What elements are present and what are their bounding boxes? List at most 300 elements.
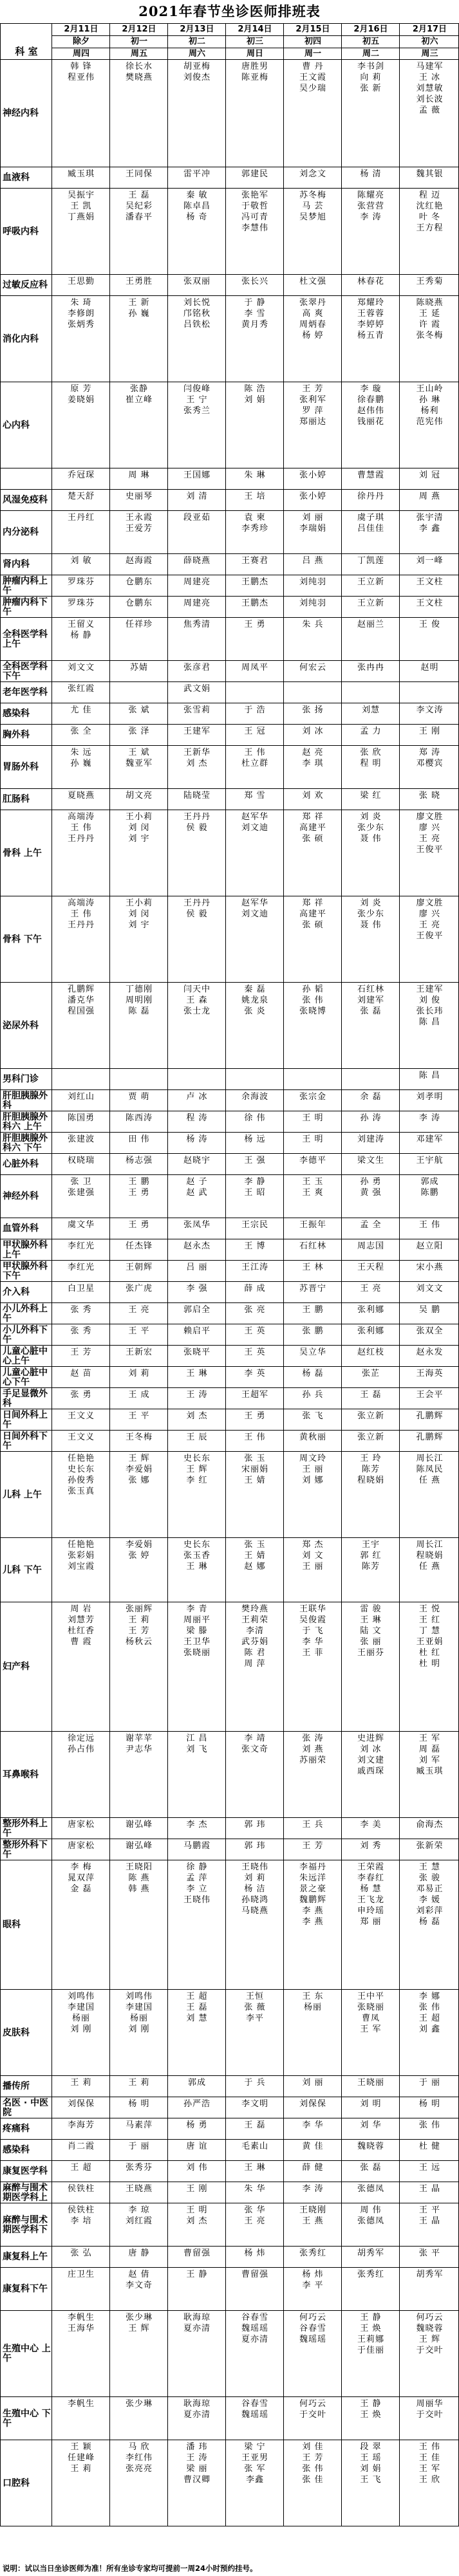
- doctor-cell: [399, 188, 459, 275]
- doctor-name: 虞子琪: [357, 513, 384, 523]
- doctor-name: 虞文华: [67, 1220, 95, 1230]
- schedule-row: [0, 1324, 459, 1345]
- schedule-row: [0, 1281, 459, 1302]
- doctor-cell: [109, 295, 168, 382]
- schedule-row: [0, 274, 459, 295]
- doctor-cell: [225, 660, 284, 682]
- doctor-name: 吴少瑞: [299, 84, 326, 93]
- doctor-cell: [283, 1989, 342, 2076]
- doctor-cell: [167, 2267, 226, 2311]
- dept-name-cell: 口腔科: [0, 2440, 52, 2526]
- doctor-cell: [399, 295, 459, 382]
- doctor-name: 李 梅: [70, 1862, 92, 1872]
- doctor-name: 张立新: [357, 1432, 384, 1442]
- doctor-cell: [109, 2182, 168, 2203]
- doctor-name: 王 伟: [244, 748, 266, 757]
- doctor-cell: [283, 1089, 342, 1111]
- doctor-name: 张利军: [299, 395, 326, 405]
- doctor-name: 马鹏霞: [183, 1841, 211, 1851]
- doctor-cell: [341, 1989, 400, 2076]
- doctor-name: 王 燕: [302, 2216, 324, 2226]
- doctor-name: 梁 滕: [186, 1626, 208, 1636]
- doctor-name: 刘长悦: [183, 298, 211, 308]
- doctor-cell: [167, 188, 226, 275]
- dept-name-cell: 麻醉与围术期医学科上: [0, 2182, 52, 2203]
- schedule-row: [0, 295, 459, 382]
- doctor-name: 唐家松: [67, 1841, 95, 1851]
- doctor-name: 李 培: [70, 2216, 92, 2226]
- doctor-cell: [341, 2267, 400, 2311]
- doctor-cell: [52, 489, 110, 511]
- doctor-name: 张芷: [361, 1369, 380, 1378]
- doctor-cell: [109, 1302, 168, 1324]
- doctor-name: 王 丽: [302, 1562, 324, 1571]
- doctor-name: 张 平: [418, 2248, 441, 2258]
- doctor-cell: [283, 788, 342, 810]
- doctor-cell: [341, 1839, 400, 1860]
- doctor-name: 王 辉: [128, 2324, 150, 2333]
- doctor-name: 王丹丹: [183, 812, 211, 822]
- doctor-name: 张秀红: [357, 2270, 384, 2279]
- doctor-name: 何宏云: [299, 663, 326, 672]
- doctor-name: 周炳春: [299, 320, 326, 329]
- doctor-name: 王会平: [416, 1390, 444, 1400]
- doctor-name: 乔冠琛: [67, 470, 95, 480]
- schedule-row: [0, 1451, 459, 1537]
- doctor-name: 魏瑶瑶: [241, 2324, 268, 2333]
- doctor-name: 王 晶: [418, 2216, 441, 2226]
- doctor-cell: [225, 1817, 284, 1839]
- doctor-cell: [167, 1239, 226, 1261]
- doctor-cell: [283, 188, 342, 275]
- doctor-cell: [225, 2139, 284, 2161]
- doctor-name: 王 勇: [128, 1188, 150, 1198]
- doctor-name: 李婷婷: [357, 320, 384, 329]
- doctor-cell: [399, 2310, 459, 2397]
- doctor-name: 申玲瑶: [357, 1906, 384, 1916]
- schedule-row: [0, 188, 459, 274]
- doctor-name: 马 芸: [302, 201, 324, 211]
- doctor-name: 周丽平: [183, 1615, 211, 1625]
- doctor-name: 王宗民: [241, 1220, 268, 1230]
- doctor-cell: [341, 1174, 400, 1218]
- doctor-cell: [283, 1537, 342, 1602]
- doctor-cell: [225, 1451, 284, 1538]
- doctor-name: 史长东: [67, 1465, 95, 1474]
- doctor-name: 刘 慧: [186, 2014, 208, 2023]
- doctor-cell: [109, 489, 168, 511]
- doctor-cell: [52, 510, 110, 554]
- doctor-name: 王文柱: [416, 598, 444, 608]
- doctor-name: 王丽芬: [357, 1648, 384, 1658]
- doctor-name: 杜红香: [67, 1626, 95, 1636]
- doctor-name: 卢 冰: [186, 1092, 208, 1102]
- doctor-cell: [399, 681, 459, 703]
- header-lunar: 初一: [110, 36, 168, 48]
- schedule-row: [0, 1174, 459, 1218]
- doctor-cell: [167, 1153, 226, 1175]
- doctor-cell: [225, 1218, 284, 1239]
- doctor-name: 王新宏: [125, 1348, 153, 1357]
- doctor-name: 王文霞: [299, 73, 326, 82]
- doctor-name: 王 伟: [418, 2442, 441, 2452]
- doctor-name: 王 红: [418, 1615, 441, 1625]
- doctor-name: 史长东: [183, 1540, 211, 1550]
- doctor-cell: [109, 1387, 168, 1409]
- doctor-name: 于 飞: [302, 1626, 324, 1636]
- doctor-name: 于敬哲: [241, 201, 268, 211]
- doctor-name: 王 芳: [70, 1348, 92, 1357]
- doctor-cell: [341, 1409, 400, 1431]
- doctor-cell: [225, 745, 284, 789]
- doctor-name: 刘 华: [360, 2120, 382, 2130]
- doctor-cell: [109, 1409, 168, 1431]
- doctor-cell: [109, 553, 168, 575]
- doctor-name: 王 丽: [302, 1465, 324, 1474]
- doctor-cell: [341, 2203, 400, 2247]
- doctor-name: 刘 清: [186, 492, 208, 501]
- doctor-cell: [341, 1602, 400, 1732]
- doctor-name: 张雪莉: [183, 705, 211, 715]
- doctor-cell: [52, 1451, 110, 1538]
- doctor-name: 李 杰: [186, 1820, 208, 1830]
- doctor-name: 王 明: [302, 1135, 324, 1144]
- doctor-name: 张长玮: [416, 1006, 444, 1016]
- doctor-name: 王新华: [183, 748, 211, 757]
- doctor-name: 潘春平: [125, 212, 153, 222]
- doctor-name: 何巧云: [416, 2313, 444, 2322]
- doctor-name: 史长东: [183, 1454, 211, 1463]
- doctor-cell: [341, 1218, 400, 1239]
- doctor-name: 于 静: [244, 298, 266, 308]
- dept-name-cell: 老年医学科: [0, 681, 52, 703]
- doctor-name: 廖 兴: [418, 909, 441, 919]
- doctor-cell: [341, 1366, 400, 1388]
- doctor-name: 张 秀: [70, 1326, 92, 1336]
- doctor-name: 孔鹏辉: [416, 1432, 444, 1442]
- doctor-cell: [283, 1387, 342, 1409]
- doctor-cell: [225, 2118, 284, 2140]
- doctor-cell: [225, 510, 284, 554]
- doctor-name: 李鑫: [245, 2475, 264, 2485]
- doctor-cell: [109, 745, 168, 789]
- doctor-cell: [341, 703, 400, 725]
- doctor-cell: [283, 2097, 342, 2118]
- doctor-name: 宋小燕: [416, 1263, 444, 1272]
- doctor-name: 杨丽: [303, 2003, 322, 2012]
- doctor-cell: [283, 2203, 342, 2247]
- doctor-name: 聂 伟: [360, 834, 382, 844]
- doctor-name: 张 玉: [244, 1540, 266, 1550]
- doctor-name: 王晓刚: [299, 2205, 326, 2215]
- doctor-name: 景之豪: [299, 1884, 326, 1894]
- doctor-name: 仓鹏东: [125, 577, 153, 587]
- doctor-cell: [167, 2203, 226, 2247]
- doctor-cell: [52, 2182, 110, 2203]
- doctor-cell: [225, 810, 284, 896]
- doctor-cell: [52, 1218, 110, 1239]
- header-weekday: 周四: [72, 49, 89, 59]
- doctor-name: 李建国: [67, 2003, 95, 2012]
- doctor-name: 刘孝明: [416, 1092, 444, 1102]
- doctor-cell: [283, 2310, 342, 2397]
- doctor-name: [52, 1070, 110, 1081]
- doctor-name: 朱 琦: [70, 298, 92, 308]
- doctor-name: 罗珠芬: [67, 598, 95, 608]
- schedule-row: [0, 617, 459, 660]
- doctor-name: 杜 红: [418, 1648, 441, 1658]
- doctor-cell: [225, 2203, 284, 2247]
- doctor-name: 王永霞: [125, 513, 153, 523]
- doctor-cell: [109, 274, 168, 296]
- doctor-name: 李 涛: [360, 212, 382, 222]
- doctor-name: 王 延: [418, 309, 441, 319]
- doctor-cell: [109, 2396, 168, 2440]
- doctor-cell: [52, 1989, 110, 2076]
- doctor-name: 李红伟: [125, 2453, 153, 2463]
- doctor-cell: [341, 2396, 400, 2440]
- doctor-cell: [283, 1132, 342, 1154]
- doctor-name: 杜 明: [418, 1659, 441, 1669]
- schedule-row: [0, 1860, 459, 1989]
- doctor-name: 白卫星: [67, 1284, 95, 1293]
- doctor-name: 邓樱宾: [416, 759, 444, 768]
- doctor-name: 毛素山: [241, 2142, 268, 2151]
- doctor-name: 张立新: [357, 1411, 384, 1421]
- doctor-cell: [109, 1839, 168, 1860]
- doctor-name: 丁凯莲: [357, 556, 384, 566]
- doctor-cell: [167, 575, 226, 597]
- doctor-name: 王亚男: [241, 2453, 268, 2463]
- doctor-cell: [341, 2246, 400, 2268]
- dept-name-cell: 胃肠外科: [0, 745, 52, 789]
- doctor-name: 王 刚: [186, 2184, 208, 2194]
- doctor-name: 王 兵: [302, 1820, 324, 1830]
- doctor-cell: [283, 896, 342, 983]
- header-weekday: 周日: [246, 49, 263, 59]
- doctor-name: 王 亮: [418, 834, 441, 844]
- doctor-cell: [399, 745, 459, 789]
- doctor-name: 张德凤: [357, 2216, 384, 2226]
- doctor-name: 张 娜: [128, 1476, 150, 1485]
- doctor-name: 张玉真: [67, 1487, 95, 1496]
- doctor-cell: [52, 703, 110, 725]
- doctor-cell: [283, 1174, 342, 1218]
- doctor-cell: [283, 2075, 342, 2097]
- doctor-cell: [109, 1430, 168, 1452]
- doctor-name: 陈耀亮: [357, 190, 384, 200]
- doctor-name: 周 伟: [360, 2205, 382, 2215]
- doctor-cell: [341, 596, 400, 618]
- doctor-name: 赵立阳: [416, 1241, 444, 1251]
- doctor-name: 陈 燕: [128, 1873, 150, 1883]
- doctor-name: 张德凤: [357, 2184, 384, 2194]
- doctor-name: 刘长波: [416, 95, 444, 104]
- doctor-cell: [283, 553, 342, 575]
- doctor-name: 赵 亮: [302, 748, 324, 757]
- doctor-name: 陈 磊: [128, 1006, 150, 1016]
- doctor-name: 王 欣: [418, 2475, 441, 2485]
- doctor-name: 李 媛: [418, 1895, 441, 1905]
- dept-name-cell: 泌尿外科: [0, 982, 52, 1069]
- doctor-cell: [225, 382, 284, 468]
- doctor-name: 王 颖: [70, 2442, 92, 2452]
- doctor-cell: [52, 2267, 110, 2311]
- doctor-name: 郑 杰: [302, 1540, 324, 1550]
- doctor-cell: [109, 382, 168, 468]
- doctor-name: 李爱娟: [125, 1465, 153, 1474]
- doctor-name: 王 莉: [128, 1615, 150, 1625]
- doctor-name: 郑 雪: [244, 791, 266, 801]
- schedule-row: [0, 2267, 459, 2310]
- dept-name-cell: 疼痛科: [0, 2118, 52, 2140]
- doctor-name: 李 静: [244, 1177, 266, 1187]
- doctor-cell: [52, 1387, 110, 1409]
- doctor-name: 王俊平: [416, 845, 444, 855]
- doctor-name: 胡秀军: [357, 2248, 384, 2258]
- doctor-name: 王 静: [186, 2270, 208, 2279]
- doctor-cell: [167, 617, 226, 661]
- doctor-name: 王 涛: [186, 1390, 208, 1400]
- doctor-name: 谢弘峰: [125, 1820, 153, 1830]
- dept-name-cell: 康复科上午: [0, 2246, 52, 2268]
- schedule-row: [0, 1153, 459, 1174]
- doctor-cell: [399, 982, 459, 1069]
- doctor-name: 丁燕娟: [67, 212, 95, 222]
- doctor-name: 王 刚: [418, 727, 441, 736]
- doctor-cell: [225, 681, 284, 703]
- doctor-name: 张 秀: [70, 1305, 92, 1315]
- doctor-name: 孙 琳: [418, 395, 441, 405]
- doctor-name: 赵永发: [416, 1348, 444, 1357]
- doctor-name: 王 玉: [302, 1177, 324, 1187]
- doctor-name: 任祥珍: [125, 620, 153, 629]
- doctor-cell: [109, 810, 168, 896]
- doctor-name: 郭成: [187, 2078, 206, 2088]
- doctor-name: 刘 杰: [186, 2216, 208, 2226]
- doctor-name: 张 伟: [418, 2003, 441, 2012]
- doctor-name: 吕佳佳: [357, 524, 384, 533]
- doctor-cell: [225, 2097, 284, 2118]
- doctor-cell: [283, 982, 342, 1069]
- doctor-name: 陈 昌: [418, 1071, 441, 1080]
- doctor-name: 刘 冠: [418, 470, 441, 480]
- header-day-cell: [109, 23, 168, 60]
- doctor-name: 梁 宁: [244, 2442, 266, 2452]
- doctor-name: 张彩娟: [67, 1551, 95, 1561]
- doctor-name: 张 伟: [302, 996, 324, 1005]
- doctor-name: 吴立华: [299, 1348, 326, 1357]
- doctor-name: 高建平: [299, 823, 326, 833]
- doctor-name: 于 丽: [418, 2078, 441, 2088]
- header-lunar: 除夕: [52, 36, 110, 48]
- doctor-name: 刘 冰: [360, 1745, 382, 1754]
- doctor-name: 王俊平: [416, 931, 444, 941]
- doctor-cell: [283, 2160, 342, 2182]
- doctor-name: 李 立: [186, 1884, 208, 1894]
- doctor-name: 梁文生: [357, 1156, 384, 1165]
- doctor-name: 王 婧: [244, 1551, 266, 1561]
- doctor-name: 王建军: [416, 985, 444, 994]
- doctor-name: 原 芳: [70, 384, 92, 394]
- dept-name-cell: 日间外科上午: [0, 1409, 52, 1431]
- doctor-cell: [399, 167, 459, 189]
- doctor-name: 臧玉琪: [67, 169, 95, 179]
- doctor-name: 王 平: [418, 2205, 441, 2215]
- doctor-name: 何巧云: [299, 2399, 326, 2409]
- doctor-name: 于 浩: [244, 705, 266, 715]
- doctor-cell: [167, 2160, 226, 2182]
- doctor-name: 任建峰: [67, 2453, 95, 2463]
- doctor-name: 王 军: [418, 1734, 441, 1743]
- dept-name-cell: 风湿免疫科: [0, 489, 52, 511]
- doctor-cell: [341, 724, 400, 746]
- doctor-cell: [341, 1302, 400, 1324]
- doctor-name: 刘建涛: [357, 1135, 384, 1144]
- doctor-cell: [341, 1068, 400, 1090]
- doctor-name: 梁 丽: [186, 2464, 208, 2474]
- doctor-name: 王 晶: [418, 2184, 441, 2194]
- doctor-cell: [341, 510, 400, 554]
- doctor-cell: [341, 1153, 400, 1175]
- doctor-name: 王荣霞: [357, 1862, 384, 1872]
- doctor-cell: [225, 2396, 284, 2440]
- doctor-name: 侯铁柱: [67, 2184, 95, 2194]
- doctor-name: 韩 燕: [128, 1884, 150, 1894]
- doctor-name: 刘 杰: [186, 759, 208, 768]
- doctor-name: 聂 伟: [360, 920, 382, 930]
- schedule-row: [0, 660, 459, 681]
- doctor-cell: [341, 1345, 400, 1367]
- doctor-cell: [109, 1731, 168, 1818]
- doctor-name: 王恒: [245, 1992, 264, 2001]
- doctor-name: 曹汉卿: [183, 2475, 211, 2485]
- dept-name-cell: 过敏反应科: [0, 274, 52, 296]
- doctor-name: 张 薇: [244, 2003, 266, 2012]
- doctor-cell: [225, 489, 284, 511]
- dept-name-cell: 骨科 上午: [0, 810, 52, 896]
- doctor-name: 刘红霞: [125, 2216, 153, 2226]
- doctor-cell: [399, 2396, 459, 2440]
- doctor-name: [284, 1070, 342, 1081]
- doctor-cell: [225, 1281, 284, 1303]
- doctor-name: 王 伟: [244, 1432, 266, 1442]
- doctor-name: 张 欣: [360, 748, 382, 757]
- doctor-name: 张 扬: [302, 705, 324, 715]
- doctor-name: 杨 勇: [186, 2120, 208, 2130]
- doctor-name: 黄 强: [360, 1188, 382, 1198]
- doctor-cell: [109, 896, 168, 983]
- doctor-name: 张新荣: [416, 1841, 444, 1851]
- doctor-name: 黄秋丽: [299, 1432, 326, 1442]
- header-dept-cell: 科 室: [0, 23, 52, 60]
- doctor-name: 王 勇: [128, 1220, 150, 1230]
- doctor-name: 李帆生: [67, 2313, 95, 2322]
- doctor-cell: [167, 1839, 226, 1860]
- schedule-row: [0, 1345, 459, 1366]
- doctor-name: 王 莉: [70, 2464, 92, 2474]
- schedule-row: [0, 59, 459, 167]
- doctor-name: 孙 涛: [360, 1113, 382, 1123]
- doctor-name: 尤 佳: [70, 705, 92, 715]
- doctor-cell: [225, 1731, 284, 1818]
- doctor-cell: [109, 2246, 168, 2268]
- doctor-name: 刘 杰: [186, 1411, 208, 1421]
- doctor-cell: [399, 2246, 459, 2268]
- doctor-name: 陆晓莹: [183, 791, 211, 801]
- doctor-cell: [225, 1839, 284, 1860]
- doctor-name: 王丹红: [67, 513, 95, 523]
